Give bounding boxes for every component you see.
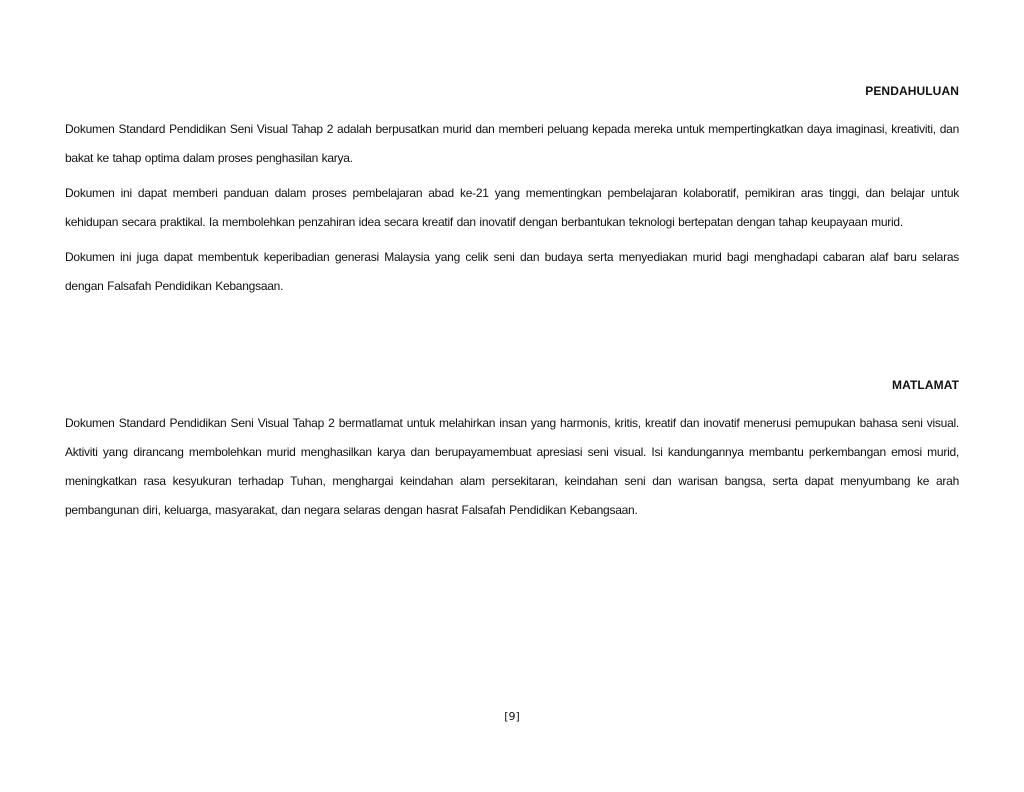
page-number: [9]	[504, 710, 520, 723]
paragraph-aim-1: Dokumen Standard Pendidikan Seni Visual Tahap 2 bermatlamat untuk melahirkan insan yang harmonis, kritis, kreatif dan inovatif menerusi pemupukan bahasa seni visual. Aktiviti yang dirancang membolehkan murid menghasilkan karya dan berupayamembuat apresiasi seni visual. Isi kandungannya membantu perkembangan emosi murid, meningkatkan rasa kesyukuran terhadap Tuhan, menghargai keindahan alam persekitaran, keindahan seni dan warisan bangsa, serta dapat menyumbang ke arah pembangunan diri, keluarga, masyarakat, dan negara selaras dengan hasrat Falsafah Pendidikan Kebangsaan.	[65, 416, 959, 517]
section-heading-matlamat: MATLAMAT	[892, 378, 959, 392]
paragraph-intro-3: Dokumen ini juga dapat membentuk keperibadian generasi Malaysia yang celik seni dan budaya serta menyediakan murid bagi menghadapi cabaran alaf baru selaras dengan Falsafah Pendidikan Kebangsaan.	[65, 250, 959, 293]
section-heading-pendahuluan: PENDAHULUAN	[865, 84, 959, 98]
paragraph-intro-1: Dokumen Standard Pendidikan Seni Visual Tahap 2 adalah berpusatkan murid dan memberi peluang kepada mereka untuk mempertingkatkan daya imaginasi, kreativiti, dan bakat ke tahap optima dalam proses penghasilan karya.	[65, 122, 959, 165]
section-matlamat	[65, 378, 959, 531]
paragraph-intro-2: Dokumen ini dapat memberi panduan dalam proses pembelajaran abad ke-21 yang mementingkan pembelajaran kolaboratif, pemikiran aras tinggi, dan belajar untuk kehidupan secara praktikal. Ia membolehkan penzahiran idea secara kreatif dan inovatif dengan berbantukan teknologi bertepatan dengan tahap keupayaan murid.	[65, 186, 959, 229]
section-pendahuluan	[65, 84, 959, 307]
